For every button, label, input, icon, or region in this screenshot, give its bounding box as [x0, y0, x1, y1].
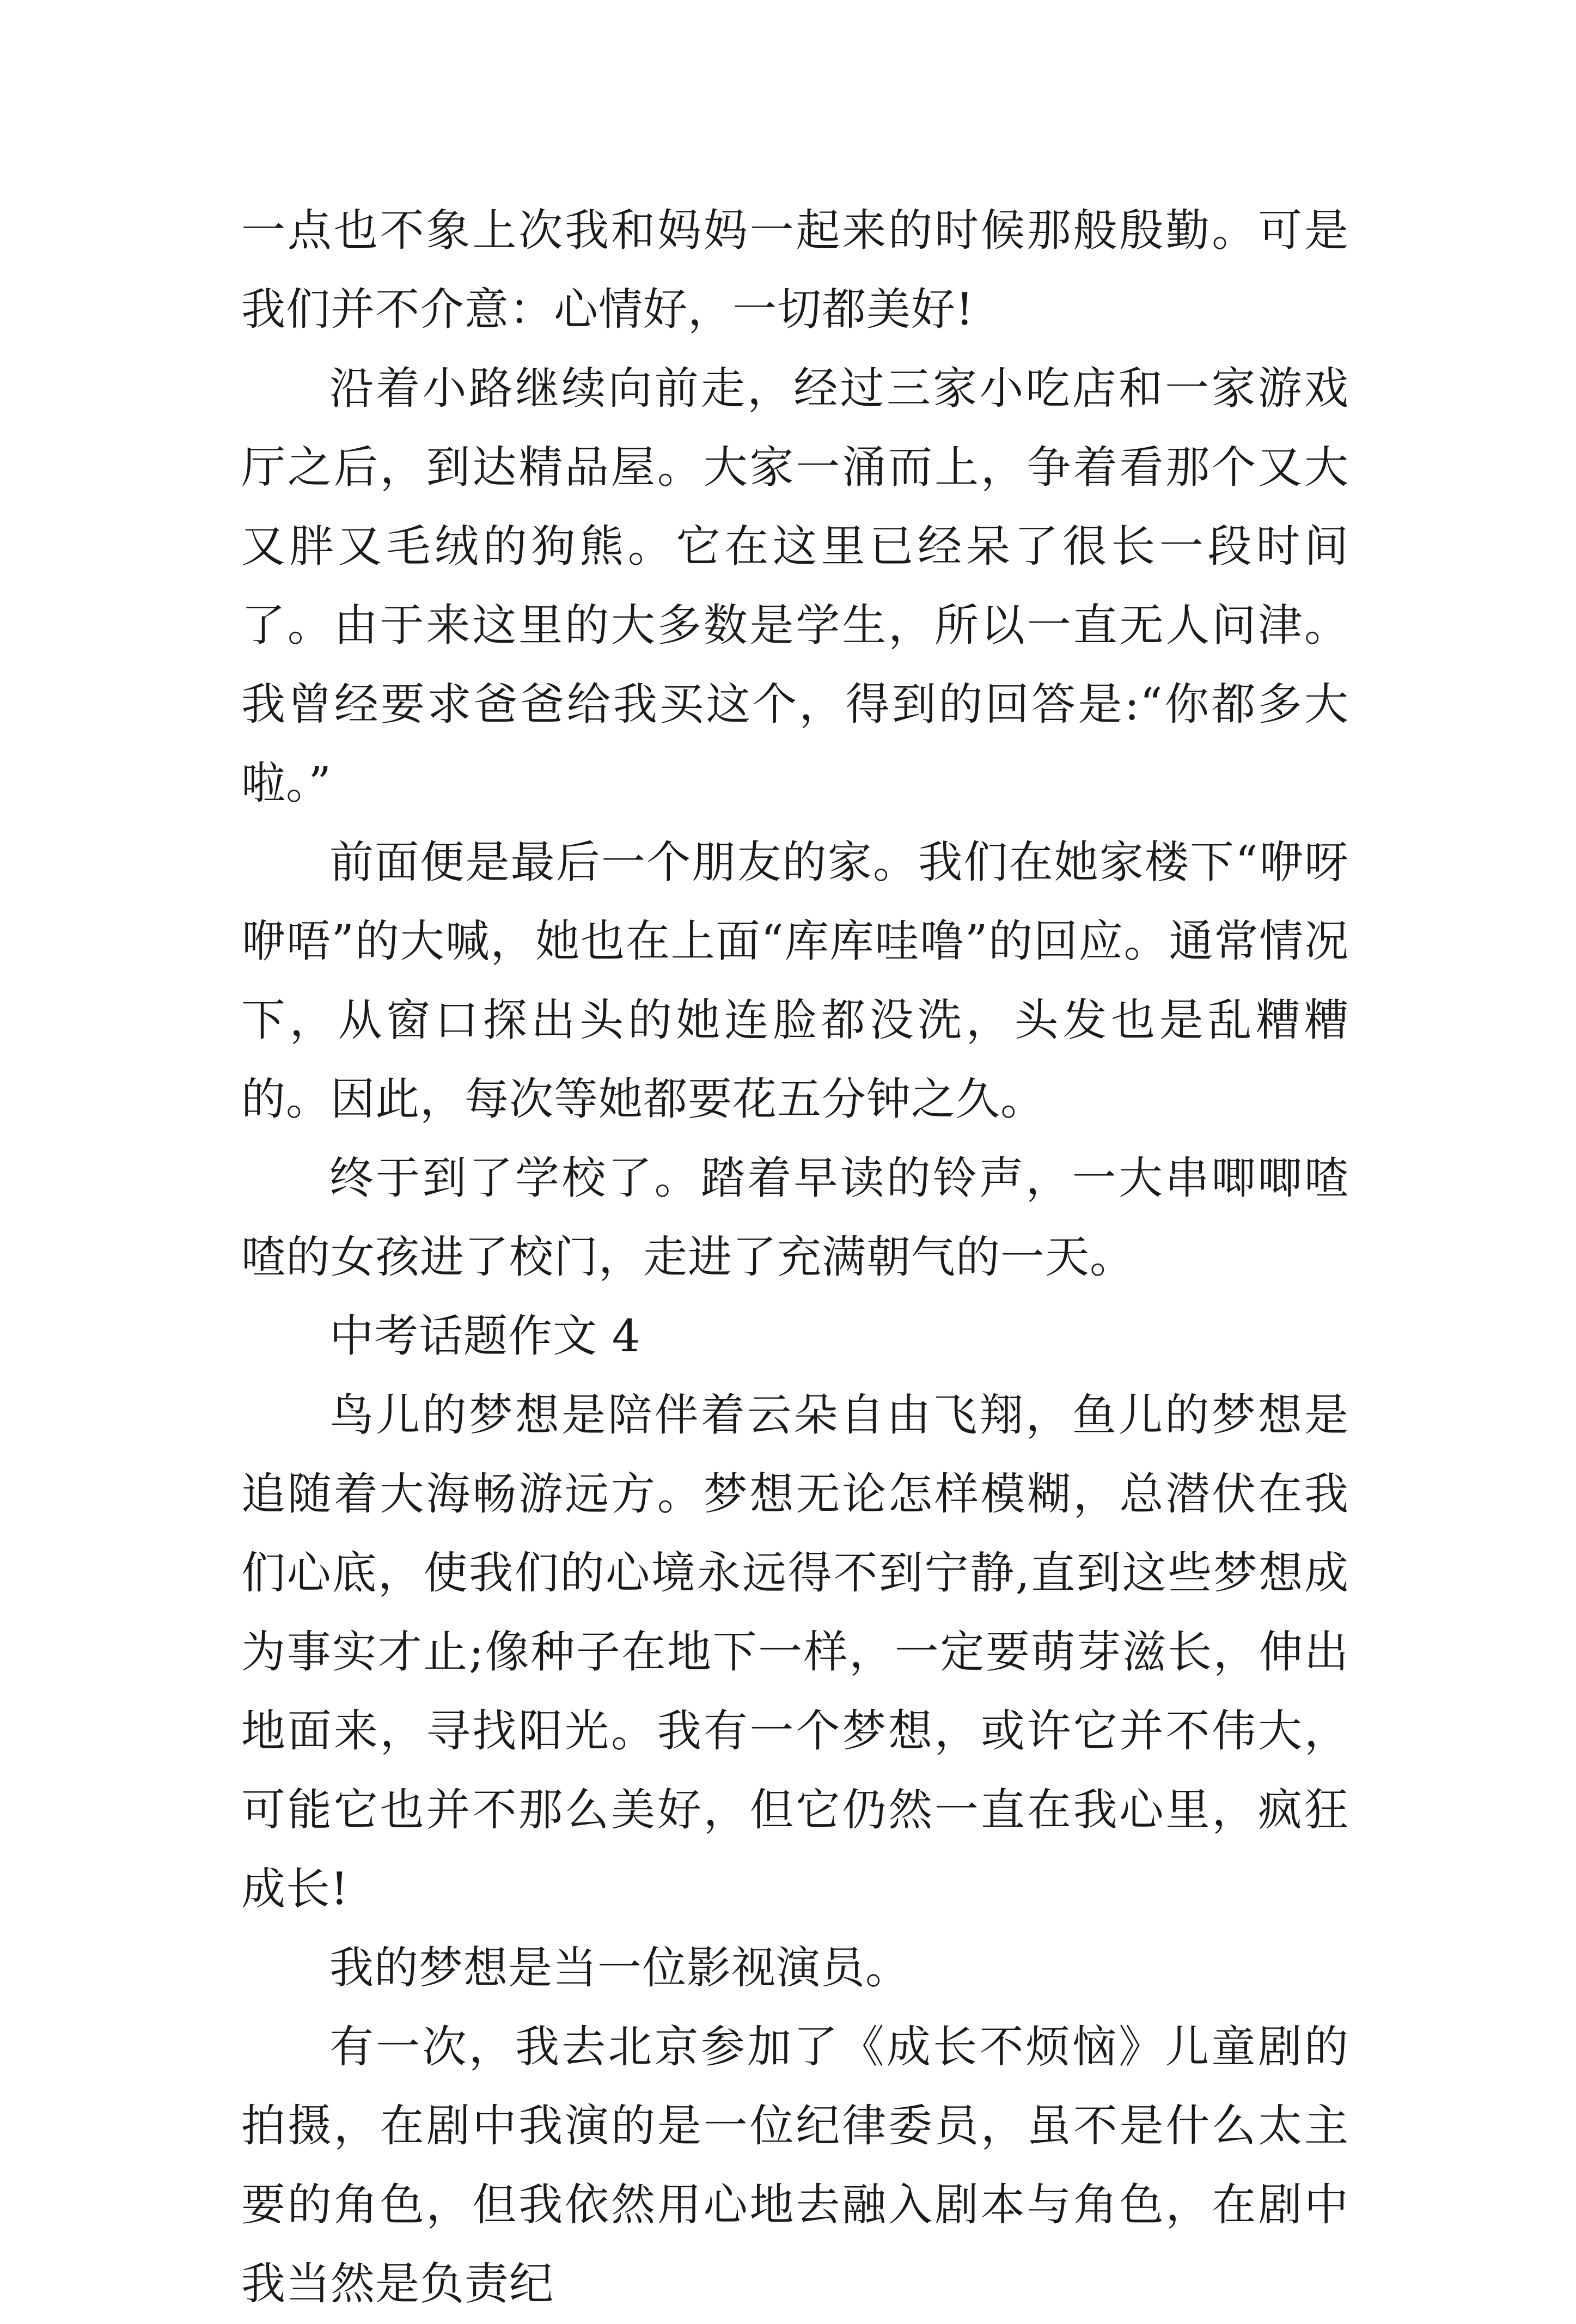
paragraph: 沿着小路继续向前走，经过三家小吃店和一家游戏厅之后，到达精品屋。大家一涌而上，争着看那个又大又胖又毛绒的狗熊。它在这里已经呆了很长一段时间了。由于来这里的大多数是学生，所以一直无人问津。我曾经要求爸爸给我买这个，得到的回答是:“你都多大啦。” [241, 363, 1349, 809]
document-body [241, 192, 1349, 2324]
paragraph: 鸟儿的梦想是陪伴着云朵自由飞翔，鱼儿的梦想是追随着大海畅游远方。梦想无论怎样模糊，总潜伏在我们心底，使我们的心境永远得不到宁静,直到这些梦想成为事实才止;像种子在地下一样，一定要萌芽滋长，伸出地面来，寻找阳光。我有一个梦想，或许它并不伟大，可能它也并不那么美好，但它仍然一直在我心里，疯狂成长! [241, 1390, 1349, 1915]
paragraph: 我的梦想是当一位影视演员。 [329, 1943, 911, 1994]
paragraph-continued: 一点也不象上次我和妈妈一起来的时候那般殷勤。可是我们并不介意：心情好，一切都美好! [241, 205, 1349, 336]
paragraph: 前面便是最后一个朋友的家。我们在她家楼下“咿呀咿唔”的大喊，她也在上面“库库哇噜”的回应。通常情况下，从窗口探出头的她连脸都没洗，头发也是乱糟糟的。因此，每次等她都要花五分钟之久。 [241, 837, 1349, 1125]
paragraph: 有一次，我去北京参加了《成长不烦恼》儿童剧的拍摄，在剧中我演的是一位纪律委员，虽不是什么太主要的角色，但我依然用心地去融入剧本与角色，在剧中我当然是负责纪 [241, 2022, 1349, 2310]
paragraph: 终于到了学校了。踏着早读的铃声，一大串唧唧喳喳的女孩进了校门，走进了充满朝气的一天。 [241, 1153, 1349, 1283]
section-heading: 中考话题作文 4 [329, 1311, 641, 1362]
